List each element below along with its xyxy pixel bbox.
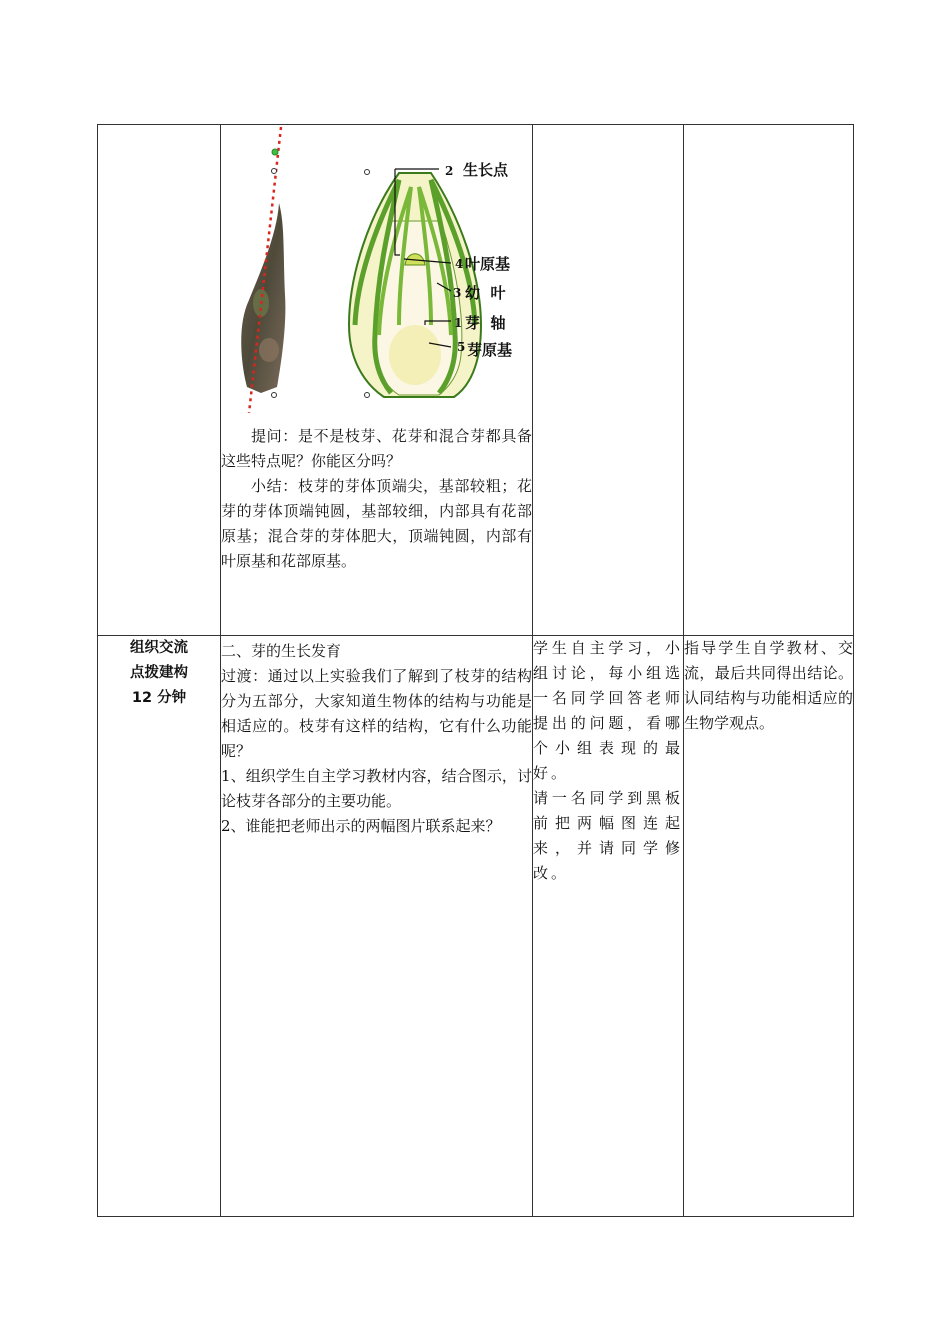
stage-label-line2: 点拨建构 [130, 665, 188, 681]
bud-section-diagram [349, 173, 481, 397]
teacher-intent-text: 指导学生自学教材、交流，最后共同得出结论。认同结构与功能相适应的生物学观点。 [684, 639, 853, 732]
content-cell [221, 125, 533, 636]
stage-duration: 12 分钟 [131, 690, 187, 706]
label-num-growing-point: 2 [445, 164, 454, 178]
activity-item-2: 2、谁能把老师出示的两幅图片联系起来？ [221, 817, 501, 835]
table-row [98, 125, 854, 636]
summary-text: 小结：枝芽的芽体顶端尖，基部较粗；花芽的芽体顶端钝圆，基部较细，内部具有花部原基；混合芽的芽体肥大，顶端钝圆，内部有叶原基和花部原基。 [221, 477, 532, 570]
student-activity-cell [533, 636, 684, 1217]
stage-cell [98, 636, 221, 1217]
label-num-young-leaf: 3 [453, 286, 462, 300]
label-bud-primordium: 芽原基 [467, 341, 513, 359]
transition-text: 过渡：通过以上实验我们了解到了枝芽的结构分为五部分，大家知道生物体的结构与功能是相适应的。枝芽有这样的结构，它有什么功能呢？ [221, 667, 532, 760]
student-activity-2: 请一名同学到黑板前把两幅图连起来，并请同学修改。 [533, 789, 683, 882]
section-heading: 二、芽的生长发育 [221, 642, 342, 660]
student-cell-empty [533, 125, 684, 636]
label-leaf-primordium: 叶原基 [465, 255, 511, 273]
bud-structure-figure [219, 125, 519, 420]
label-growing-point: 生长点 [463, 161, 509, 179]
lesson-plan-table [97, 124, 854, 1217]
label-young-leaf: 幼 叶 [465, 284, 506, 302]
question-text: 提问：是不是枝芽、花芽和混合芽都具备这些特点呢？你能区分吗？ [221, 427, 532, 470]
table-row [98, 636, 854, 1217]
stage-label-line1: 组织交流 [130, 640, 188, 656]
label-bud-axis: 芽 轴 [465, 314, 506, 332]
label-num-leaf-primordium: 4 [455, 257, 464, 271]
stage-cell-empty [98, 125, 221, 636]
label-num-bud-axis: 1 [454, 316, 463, 330]
bud-diagram [219, 125, 519, 420]
teacher-cell-empty [684, 125, 854, 636]
student-activity-1: 学生自主学习，小组讨论，每小组选一名同学回答老师提出的问题，看哪个小组表现的最好。 [533, 639, 683, 782]
content-cell [221, 636, 533, 1217]
teacher-intent-cell [684, 636, 854, 1217]
label-num-bud-primordium: 5 [457, 340, 466, 354]
activity-item-1: 1、组织学生自主学习教材内容，结合图示，讨论枝芽各部分的主要功能。 [221, 767, 532, 810]
